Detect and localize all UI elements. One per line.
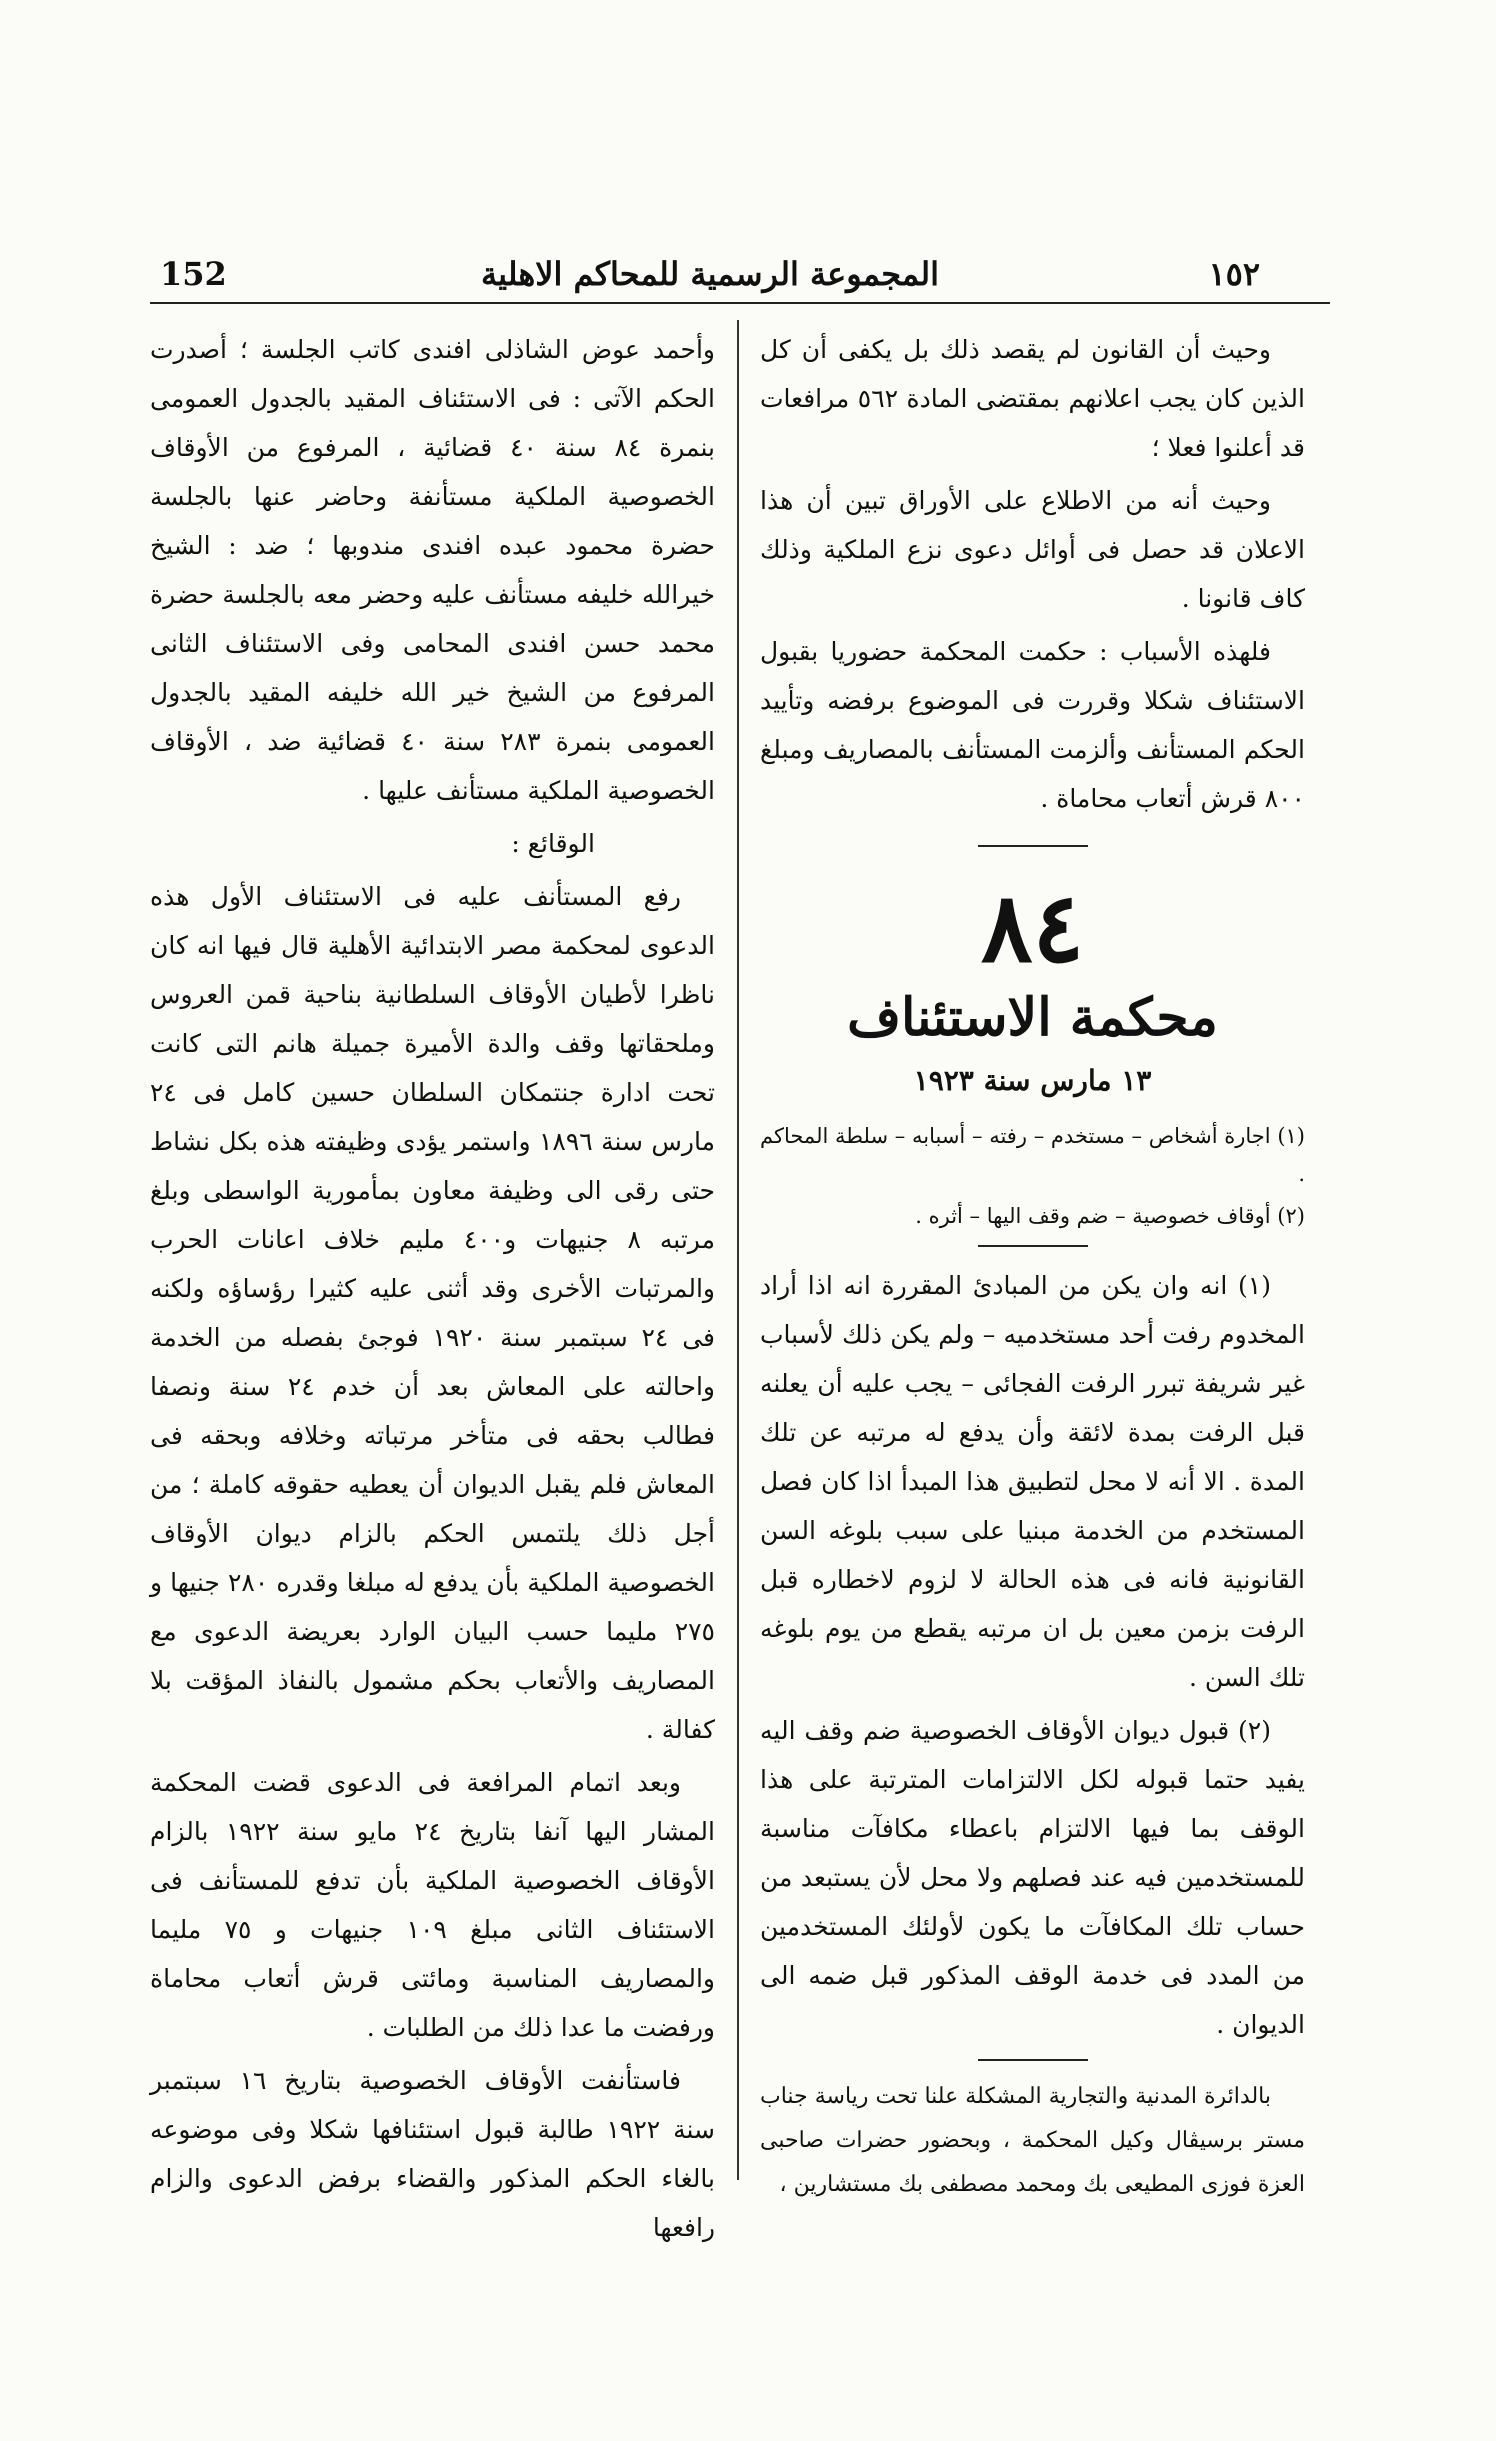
keyword-line: (٢) أوقاف خصوصية – ضم وقف اليها – أثره . <box>915 1204 1305 1228</box>
principle-paragraph: (٢) قبول ديوان الأوقاف الخصوصية ضم وقف اليه يفيد حتما قبوله لكل الالتزامات المترتبة على هذا الوقف بما فيها الالتزام باعطاء مكافآت مناسبة للمستخدمين فيه عند فصلهم ولا محل لأن يستبعد من حساب تلك المكافآت ما يكون لأولئك المستخدمين من المدد فى خدمة الوقف المذكور قبل ضمه الى الديوان . <box>760 1716 1305 2039</box>
page-number-arabic: ١٥٢ <box>1208 255 1260 293</box>
column-divider <box>737 320 739 2180</box>
panel-composition <box>760 2075 1305 2207</box>
paragraph: بالدائرة المدنية والتجارية المشكلة علنا تحت رياسة جناب مستر برسيڤال وكيل المحكمة ، وبحضور حضرات صاحبى العزة فوزى المطيعى بك ومحمد مصطفى بك مستشارين ، <box>760 2084 1305 2197</box>
paragraph: فاستأنفت الأوقاف الخصوصية بتاريخ ١٦ سبتمبر سنة ١٩٢٢ طالبة قبول استئنافها شكلا وفى موضوعه بالغاء الحكم المذكور والقضاء برفض الدعوى والزام رافعها <box>150 2066 715 2242</box>
paragraph: وأحمد عوض الشاذلى افندى كاتب الجلسة ؛ أصدرت الحكم الآتى : فى الاستئناف المقيد بالجدول العمومى بنمرة ٨٤ سنة ٤٠ قضائية ، المرفوع من الأوقاف الخصوصية الملكية مستأنفة وحاضر عنها بالجلسة حضرة محمود عبده افندى مندوبها ؛ ضد : الشيخ خيرالله خليفه مستأنف عليه وحضر معه بالجلسة حضرة محمد حسن افندى المحامى وفى الاستئناف الثانى المرفوع من الشيخ خير الله خليفه المقيد بالجدول العمومى بنمرة ٢٨٣ سنة ٤٠ قضائية ضد ، الأوقاف الخصوصية الملكية مستأنف عليها . <box>150 335 715 805</box>
publication-title: المجموعة الرسمية للمحاكم الاهلية <box>480 255 940 293</box>
court-name: محكمة الاستئناف <box>847 987 1218 1048</box>
page-number-latin: 152 <box>160 255 227 293</box>
paragraph: وحيث أن القانون لم يقصد ذلك بل يكفى أن كل الذين كان يجب اعلانهم بمقتضى المادة ٥٦٢ مرافعات قد أعلنوا فعلا ؛ <box>760 335 1305 462</box>
case-number: ٨٤ <box>980 871 1085 984</box>
separator-rule <box>978 1245 1088 1247</box>
separator-rule <box>978 2059 1088 2061</box>
paragraph: وبعد اتمام المرافعة فى الدعوى قضت المحكمة المشار اليها آنفا بتاريخ ٢٤ مايو سنة ١٩٢٢ بالزام الأوقاف الخصوصية الملكية بأن تدفع للمستأنف فى الاستئناف الثانى مبلغ ١٠٩ جنيهات و ٧٥ مليما والمصاريف المناسبة ومائتى قرش أتعاب محاماة ورفضت ما عدا ذلك من الطلبات . <box>150 1768 715 2042</box>
keyword-line: (١) اجارة أشخاص – مستخدم – رفته – أسبابه – سلطة المحاكم . <box>760 1124 1305 1186</box>
left-column <box>150 325 715 2256</box>
right-column <box>760 325 1305 2211</box>
paragraph: رفع المستأنف عليه فى الاستئناف الأول هذه الدعوى لمحكمة مصر الابتدائية الأهلية قال فيها انه كان ناظرا لأطيان الأوقاف السلطانية بناحية قمن العروس وملحقاتها وقف والدة الأميرة جميلة هانم التى كانت تحت ادارة جنتمكان السلطان حسين كامل فى ٢٤ مارس سنة ١٨٩٦ واستمر يؤدى وظيفته هذه بكل نشاط حتى رقى الى وظيفة معاون بمأمورية الواسطى وبلغ مرتبه ٨ جنيهات و٤٠٠ مليم خلاف اعانات الحرب والمرتبات الأخرى وقد أثنى عليه كثيرا رؤساؤه ولكنه فى ٢٤ سبتمبر سنة ١٩٢٠ فوجئ بفصله من الخدمة واحالته على المعاش بعد أن خدم ٢٤ سنة ونصفا فطالب بحقه فى متأخر مرتباته وخلافه وبحقه فى المعاش فلم يقبل الديوان أن يعطيه حقوقه كاملة ؛ من أجل ذلك يلتمس الحكم بالزام ديوان الأوقاف الخصوصية الملكية بأن يدفع له مبلغا وقدره ٢٨٠ جنيها و ٢٧٥ مليما حسب البيان الوارد بعريضة الدعوى مع المصاريف والأتعاب بحكم مشمول بالنفاذ المؤقت بلا كفالة . <box>150 882 716 1744</box>
header-rule <box>150 302 1330 304</box>
separator-rule <box>978 845 1088 847</box>
principle-paragraph: (١) انه وان يكن من المبادئ المقررة انه اذا أراد المخدوم رفت أحد مستخدميه – ولم يكن ذلك لأسباب غير شريفة تبرر الرفت الفجائى – يجب عليه أن يعلنه قبل الرفت بمدة لائقة وأن يدفع له مرتبه عن تلك المدة . الا أنه لا محل لتطبيق هذا المبدأ اذا كان فصل المستخدم من الخدمة مبنيا على سبب بلوغه السن القانونية فانه فى هذه الحالة لا لزوم لاخطاره قبل الرفت بزمن معين بل ان مرتبه يقطع من يوم بلوغه تلك السن . <box>760 1271 1305 1692</box>
paragraph: فلهذه الأسباب : حكمت المحكمة حضوريا بقبول الاستئناف شكلا وقررت فى الموضوع برفضه وتأييد الحكم المستأنف وألزمت المستأنف بالمصاريف ومبلغ ٨٠٠ قرش أتعاب محاماة . <box>760 637 1305 813</box>
paragraph: وحيث أنه من الاطلاع على الأوراق تبين أن هذا الاعلان قد حصل فى أوائل دعوى نزع الملكية وذلك كاف قانونا . <box>760 486 1305 613</box>
case-date: ١٣ مارس سنة ١٩٢٣ <box>913 1064 1152 1097</box>
section-title-facts: الوقائع : <box>511 829 595 858</box>
